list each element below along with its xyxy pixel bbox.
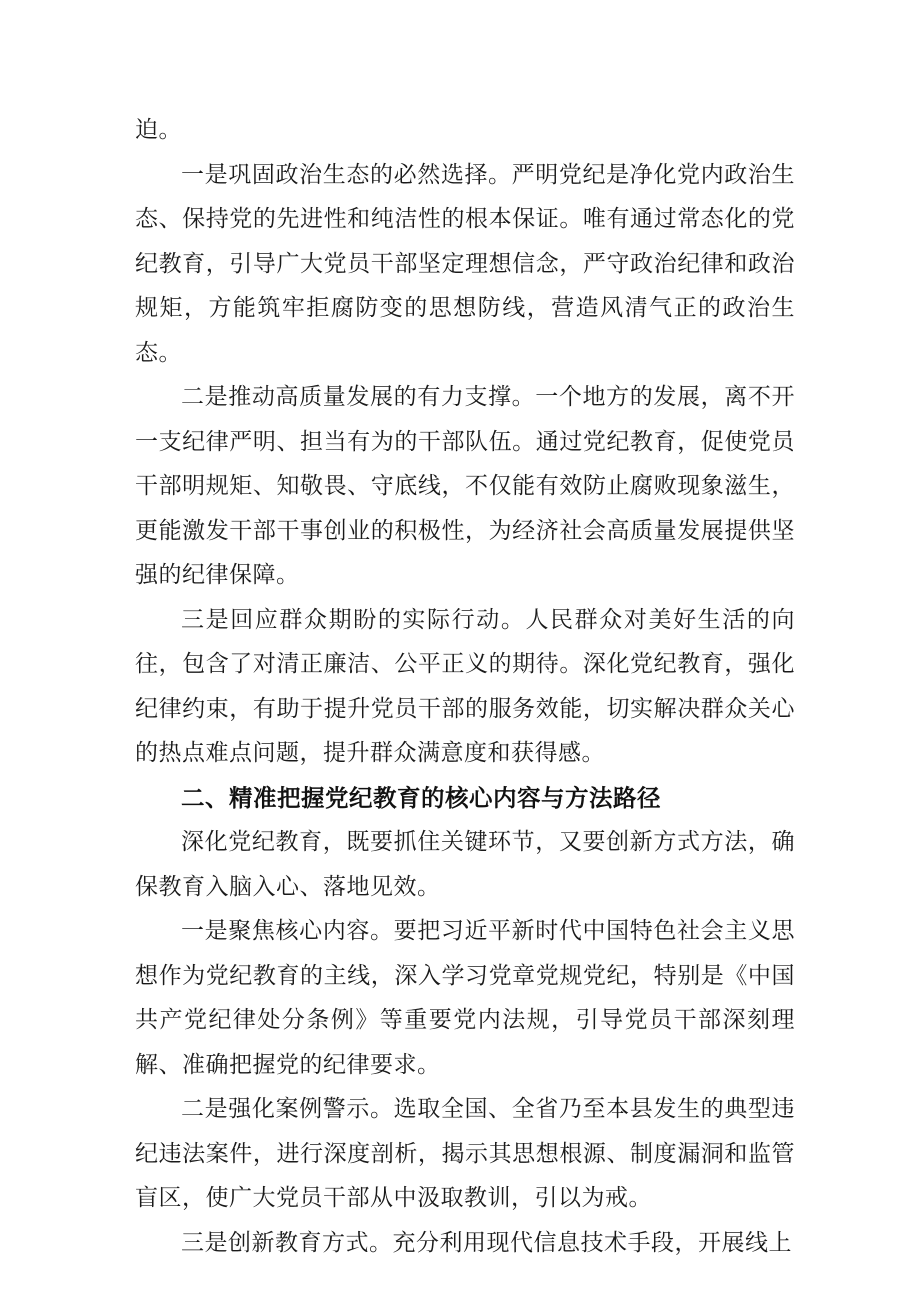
paragraph-core-content: 一是聚焦核心内容。要把习近平新时代中国特色社会主义思想作为党纪教育的主线，深入学习党章党规党纪，特别是《中国共产党纪律处分条例》等重要党内法规，引导党员干部深刻理解、准确把握党的纪律要求。 [135, 918, 795, 1078]
section-heading: 二、精准把握党纪教育的核心内容与方法路径 [181, 783, 661, 812]
paragraph-political-ecology: 一是巩固政治生态的必然选择。严明党纪是净化党内政治生态、保持党的先进性和纯洁性的根本保证。唯有通过常态化的党纪教育，引导广大党员干部坚定理想信念，严守政治纪律和政治规矩，方能筑牢拒腐防变的思想防线，营造风清气正的政治生态。 [135, 161, 795, 366]
paragraph-innovative-methods: 三是创新教育方式。充分利用现代信息技术手段，开展线上 [181, 1229, 792, 1256]
paragraph-case-warning: 二是强化案例警示。选取全国、全省乃至本县发生的典型违纪违法案件，进行深度剖析，揭示其思想根源、制度漏洞和监管盲区，使广大党员干部从中汲取教训，引以为戒。 [135, 1096, 795, 1211]
paragraph-public-expectations: 三是回应群众期盼的实际行动。人民群众对美好生活的向往，包含了对清正廉洁、公平正义的期待。深化党纪教育，强化纪律约束，有助于提升党员干部的服务效能，切实解决群众关心的热点难点问题，提升群众满意度和获得感。 [135, 606, 795, 766]
document-page [135, 108, 795, 1265]
paragraph-continuation: 迫。 [135, 117, 182, 143]
paragraph-section-intro: 深化党纪教育，既要抓住关键环节，又要创新方式方法，确保教育入脑入心、落地见效。 [135, 829, 795, 900]
paragraph-high-quality-development: 二是推动高质量发展的有力支撑。一个地方的发展，离不开一支纪律严明、担当有为的干部队伍。通过党纪教育，促使党员干部明规矩、知敬畏、守底线，不仅能有效防止腐败现象滋生，更能激发干部干事创业的积极性，为经济社会高质量发展提供坚强的纪律保障。 [135, 384, 795, 588]
